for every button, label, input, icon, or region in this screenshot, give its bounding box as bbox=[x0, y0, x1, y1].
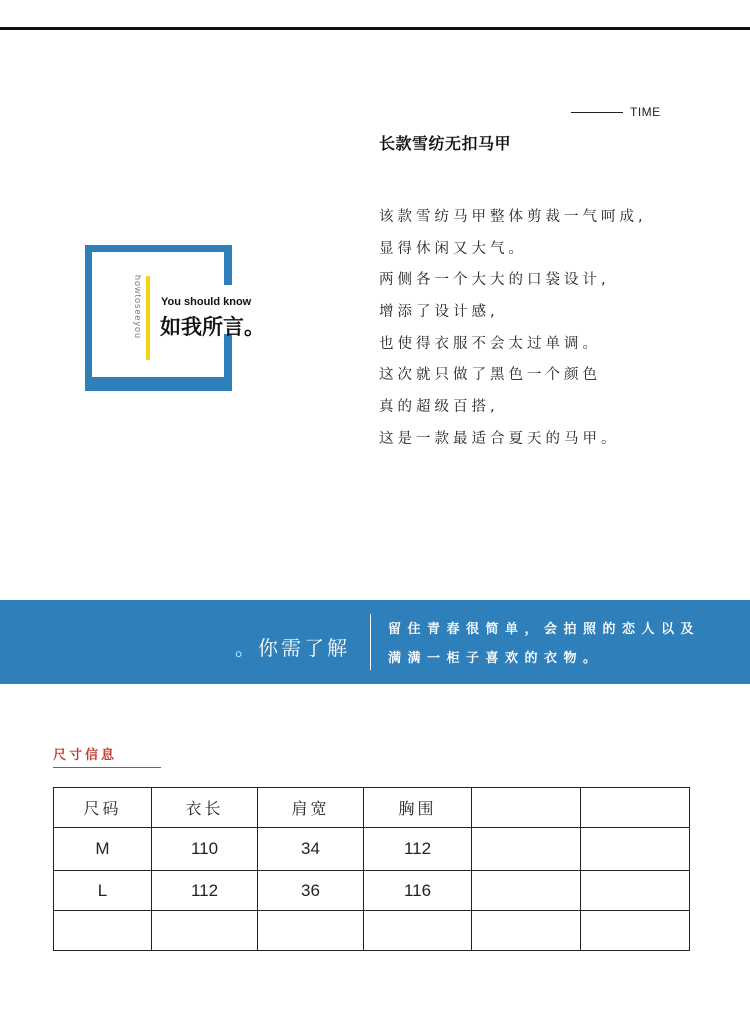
logo-accent-bar bbox=[146, 276, 150, 360]
table-cell bbox=[581, 911, 690, 951]
logo-frame-bottom bbox=[85, 383, 232, 391]
size-table bbox=[53, 787, 690, 951]
description-line: 增添了设计感, bbox=[379, 304, 499, 321]
header-cell: 尺码 bbox=[54, 788, 152, 828]
table-cell: 112 bbox=[152, 871, 258, 911]
banner-left-text: 。你需了解 bbox=[235, 636, 350, 660]
logo-phrase: 如我所言。 bbox=[160, 315, 265, 339]
product-title: 长款雪纺无扣马甲 bbox=[379, 134, 512, 153]
table-cell: 110 bbox=[152, 828, 258, 871]
header-cell: 胸围 bbox=[364, 788, 472, 828]
size-info-underline bbox=[53, 767, 161, 768]
header-cell bbox=[581, 788, 690, 828]
logo-frame-top bbox=[85, 245, 232, 252]
logo-vertical-text: howtoseeyou bbox=[133, 275, 143, 340]
top-divider bbox=[0, 27, 750, 30]
table-row bbox=[54, 871, 690, 911]
banner-line-2: 满满一柜子喜欢的衣物。 bbox=[388, 651, 603, 666]
time-marker bbox=[571, 105, 661, 119]
header-cell bbox=[472, 788, 581, 828]
table-cell: 34 bbox=[258, 828, 364, 871]
header-cell: 肩宽 bbox=[258, 788, 364, 828]
description-line: 也使得衣服不会太过单调。 bbox=[379, 335, 601, 352]
table-cell: 116 bbox=[364, 871, 472, 911]
table-cell: M bbox=[54, 828, 152, 871]
table-cell bbox=[54, 911, 152, 951]
table-cell bbox=[581, 828, 690, 871]
description-line: 这是一款最适合夏天的马甲。 bbox=[379, 430, 620, 447]
description-line: 该款雪纺马甲整体剪裁一气呵成, bbox=[379, 209, 647, 225]
logo-tagline: You should know bbox=[161, 296, 252, 308]
table-cell bbox=[152, 911, 258, 951]
logo-frame-right-upper bbox=[224, 245, 232, 285]
time-line bbox=[571, 112, 623, 113]
table-header-row bbox=[54, 788, 690, 828]
table-cell: 112 bbox=[364, 828, 472, 871]
table-cell bbox=[472, 911, 581, 951]
time-label: TIME bbox=[630, 105, 661, 119]
table-row bbox=[54, 828, 690, 871]
table-cell bbox=[472, 828, 581, 871]
banner-line-1: 留住青春很简单，会拍照的恋人以及 bbox=[388, 622, 701, 637]
table-row bbox=[54, 911, 690, 951]
size-info-title: 尺寸信息 bbox=[53, 748, 118, 763]
table-cell bbox=[258, 911, 364, 951]
description-line: 显得休闲又大气。 bbox=[379, 240, 527, 257]
description-line: 两侧各一个大大的口袋设计, bbox=[379, 272, 610, 289]
banner-divider bbox=[370, 614, 371, 670]
product-description bbox=[379, 202, 647, 456]
description-line: 这次就只做了黑色一个颜色 bbox=[379, 367, 601, 384]
table-cell bbox=[472, 871, 581, 911]
banner-right-text bbox=[388, 620, 700, 678]
table-cell: 36 bbox=[258, 871, 364, 911]
header-cell: 衣长 bbox=[152, 788, 258, 828]
table-cell bbox=[364, 911, 472, 951]
table-cell: L bbox=[54, 871, 152, 911]
table-cell bbox=[581, 871, 690, 911]
description-line: 真的超级百搭, bbox=[379, 399, 499, 416]
